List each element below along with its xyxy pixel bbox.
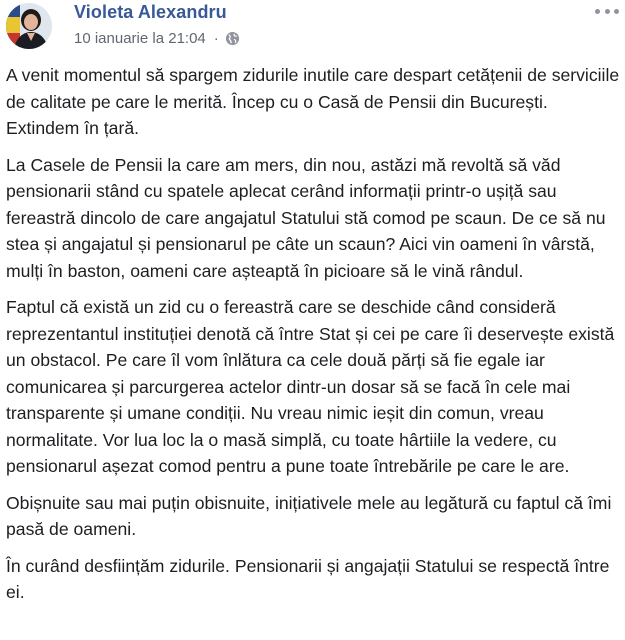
- post-paragraph: La Casele de Pensii la care am mers, din nou, astăzi mă revoltă să văd pensionarii stând cu spatele aplecat cerând informații printr-o ușiță sau fereastră dincolo de care angajatul Statului stă comod pe scaun. De ce să nu stea și angajatul și pensionarul pe câte un scaun? Aici vin oameni în vârstă, mulți în baston, oameni care așteaptă în picioare să le vină rândul.: [6, 154, 606, 281]
- meta-separator: ·: [213, 30, 219, 47]
- post-paragraph: În curând desființăm zidurile. Pensionarii și angajații Statului se respectă între ei.: [6, 555, 610, 602]
- post-paragraph: Faptul că există un zid cu o fereastră care se deschide când consideră reprezentantul instituției denotă că între Stat și cei pe care îi deservește există un obstacol. Pe care îl vom înlătura ca cele două părți să fie egale iar comunicarea și parcurgerea actelor dintr-un dosar să se facă în cele mai transparente și umane condiții. Nu vreau nimic ieșit din comun, vreau normalitate. Vor lua loc la o masă simplă, cu toate hârtiile la vedere, cu pensionarul așezat comod pentru a pune toate întrebările pe care le are.: [6, 297, 615, 476]
- more-options-icon[interactable]: [595, 3, 619, 19]
- post-body: [6, 62, 621, 616]
- avatar-image: [6, 3, 52, 49]
- dot-icon: [614, 9, 619, 14]
- post-paragraph: A venit momentul să spargem zidurile inutile care despart cetățenii de serviciile de calitate pe care le merită. Încep cu o Casă de Pensii din București. Extindem în țară.: [6, 65, 620, 138]
- dot-icon: [605, 9, 610, 14]
- post-paragraph: Obișnuite sau mai puțin obisnuite, inițiativele mele au legătură cu faptul că îmi pasă de oameni.: [6, 492, 612, 539]
- avatar[interactable]: [6, 3, 52, 49]
- post-meta: [74, 30, 240, 47]
- post-timestamp[interactable]: 10 ianuarie la 21:04: [74, 30, 206, 47]
- dot-icon: [595, 9, 600, 14]
- globe-icon[interactable]: [225, 31, 240, 46]
- post-header: [0, 0, 625, 58]
- author-name[interactable]: Violeta Alexandru: [74, 2, 227, 22]
